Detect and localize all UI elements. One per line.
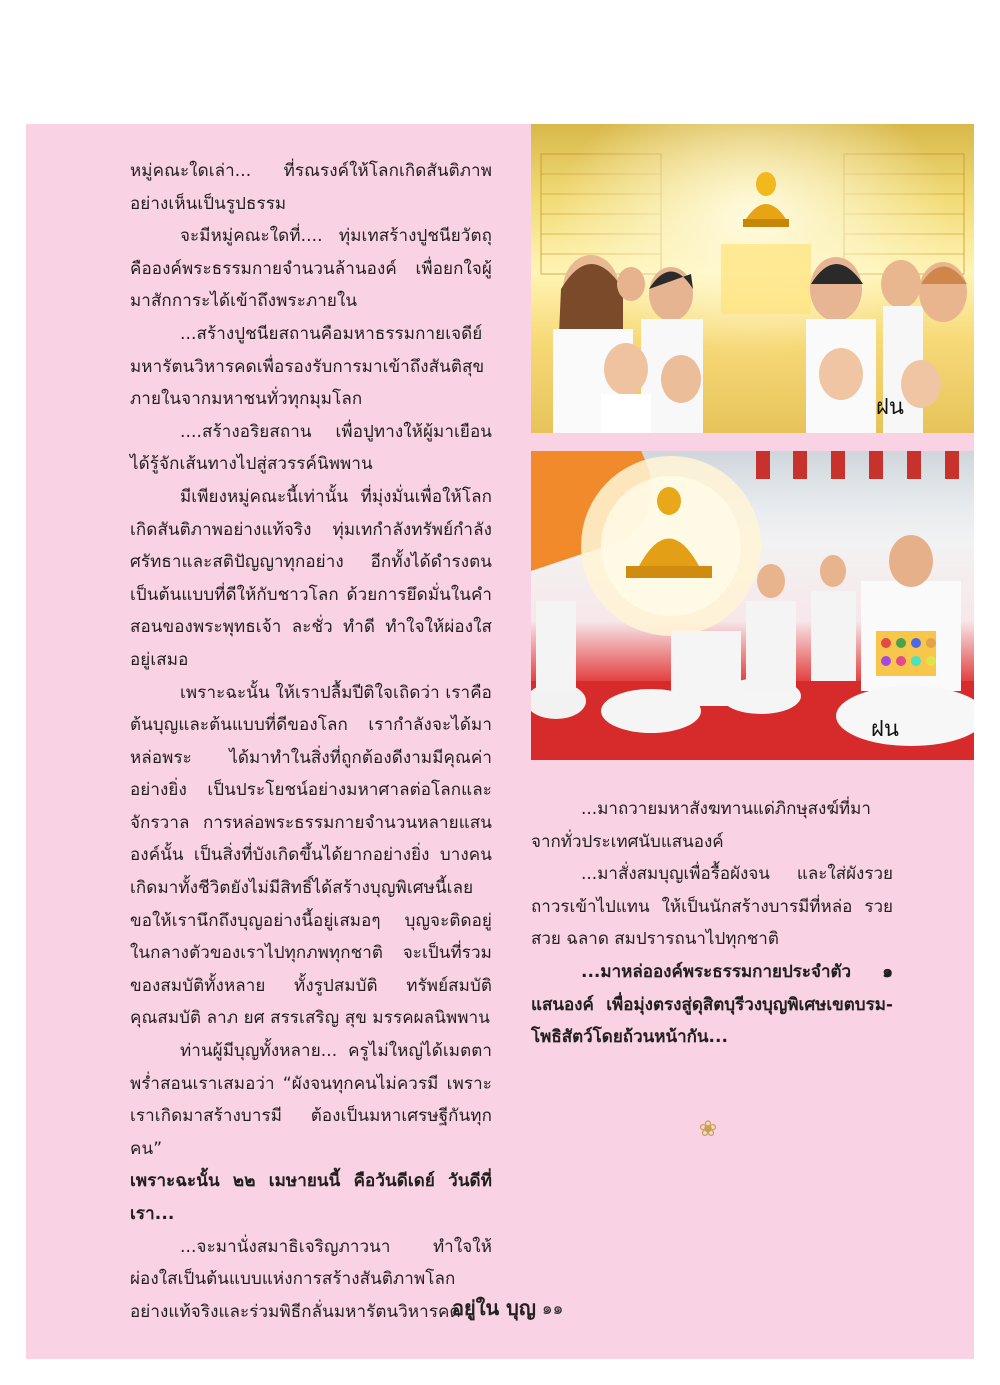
bold-paragraph: เพราะฉะนั้น ๒๒ เมษายนนี้ คือวันดีเดย์ วันดีที่เรา... <box>130 1171 492 1224</box>
page-number: ๑๑ <box>541 1298 564 1319</box>
lotus-ornament-icon: ❀ <box>698 1117 718 1142</box>
paragraph: ...สร้างปูชนียสถานคือมหาธรรมกายเจดีย์ มหารัตนวิหารคดเพื่อรองรับการมาเข้าถึงสันติสุขภายในจากมหาชนทั่วทุกมุมโลก <box>130 323 485 410</box>
left-text-column <box>130 155 492 1328</box>
paragraph: เพราะฉะนั้น ให้เราปลื้มปีติใจเถิดว่า เราคือต้นบุญและต้นแบบที่ดีของโลก เรากำลังจะได้มาหล่อพระ ได้มาทำในสิ่งที่ถูกต้องดีงามมีคุณค่าอย่างยิ่ง เป็นประโยชน์อย่างมหาศาลต่อโลกและจักรวาล การหล่อพระธรรมกายจำนวนหลายแสนองค์นั้น เป็นสิ่งที่บังเกิดขึ้นได้ยากอย่างยิ่ง บางคนเกิดมาทั้งชีวิตยังไม่มีสิทธิ์ได้สร้างบุญพิเศษนี้เลย ขอให้เรานึกถึงบุญอย่างนี้อยู่เสมอๆ บุญจะติดอยู่ในกลางตัวของเราไปทุกภพทุกชาติ จะเป็นที่รวมของสมบัติทั้งหลาย ทั้งรูปสมบัติ ทรัพย์สมบัติ คุณสมบัติ ลาภ ยศ สรรเสริญ สุข มรรคผลนิพพาน <box>130 682 492 1029</box>
paragraph: ...จะมานั่งสมาธิเจริญภาวนา ทำใจให้ผ่องใสเป็นต้นแบบแห่งการสร้างสันติภาพโลกอย่างแท้จริงและร่วมพิธีกลั่นมหารัตนวิหารคด <box>130 1236 492 1322</box>
paragraph: ...มาสั่งสมบุญเพื่อรื้อผังจน และใส่ผังรวยถาวรเข้าไปแทน ให้เป็นนักสร้างบารมีที่หล่อ รวย สวย ฉลาด สมปรารถนาไปทุกชาติ <box>531 864 893 950</box>
page-footer <box>452 1288 582 1328</box>
right-text-column <box>531 793 893 1054</box>
paragraph: ....สร้างอริยสถาน เพื่อปูทางให้ผู้มาเยือนได้รู้จักเส้นทางไปสู่สวรรค์นิพพาน <box>130 421 492 475</box>
meditation-crowd-illustration-svg <box>531 451 974 760</box>
paragraph: ท่านผู้มีบุญทั้งหลาย... ครูไม่ใหญ่ได้เมตตาพร่ำสอนเราเสมอว่า “ผังจนทุกคนไม่ควรมี เพราะเราเกิดมาสร้างบารมี ต้องเป็นมหาเศรษฐีกันทุกคน” <box>130 1041 492 1159</box>
paragraph: ...มาถวายมหาสังฆทานแด่ภิกษุสงฆ์ที่มาจากทั่วประเทศนับแสนองค์ <box>531 799 871 852</box>
magazine-logo: อยู่ใน บุญ <box>452 1296 536 1320</box>
meditation-crowd-illustration <box>531 451 974 760</box>
golden-buddha-illustration <box>531 124 974 433</box>
paragraph: จะมีหมู่คณะใดที่.... ทุ่มเทสร้างปูชนียวัตถุคือองค์พระธรรมกายจำนวนล้านองค์ เพื่อยกใจผู้มาสักการะได้เข้าถึงพระภายใน <box>130 226 492 312</box>
golden-buddha-illustration-svg <box>531 124 974 433</box>
bold-paragraph: ...มาหล่อองค์พระธรรมกายประจำตัว ๑ แสนองค์ เพื่อมุ่งตรงสู่ดุสิตบุรีวงบุญพิเศษเขตบรม-โพธิสัตว์โดยถ้วนหน้ากัน... <box>531 961 893 1048</box>
paragraph: มีเพียงหมู่คณะนี้เท่านั้น ที่มุ่งมั่นเพื่อให้โลกเกิดสันติภาพอย่างแท้จริง ทุ่มเทกำลังทรัพย์กำลังศรัทธาและสติปัญญาทุกอย่าง อีกทั้งได้ดำรงตนเป็นต้นแบบที่ดีให้กับชาวโลก ด้วยการยึดมั่นในคำสอนของพระพุทธเจ้า ละชั่ว ทำดี ทำใจให้ผ่องใสอยู่เสมอ <box>130 486 492 670</box>
artist-signature: ฝน <box>871 717 899 742</box>
artist-signature: ฝน <box>876 395 904 420</box>
paragraph: หมู่คณะใดเล่า... ที่รณรงค์ให้โลกเกิดสันติภาพอย่างเห็นเป็นรูปธรรม <box>130 161 492 214</box>
